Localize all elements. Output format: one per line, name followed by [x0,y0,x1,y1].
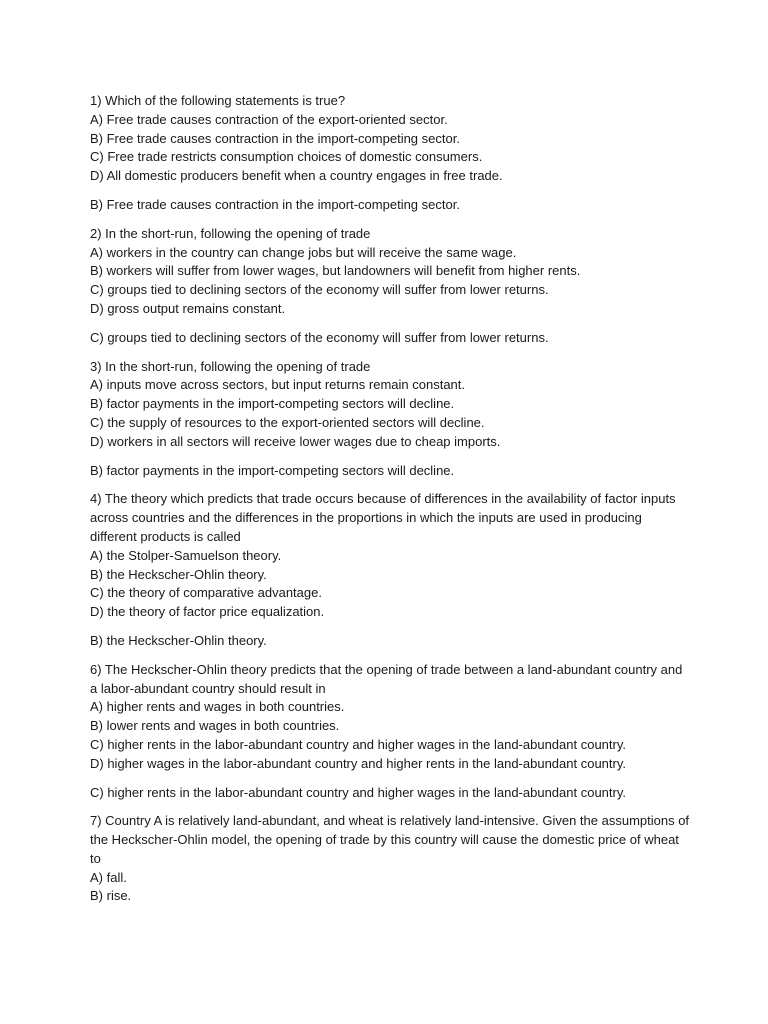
answer-6: C) higher rents in the labor-abundant country and higher wages in the land-abundant country. [90,784,626,800]
option-b: B) factor payments in the import-competing sectors will decline. [90,396,455,412]
question-stem-line: 6) The Heckscher-Ohlin theory predicts that the opening of trade between a land-abundant country and [90,661,683,677]
question-4 [90,490,690,622]
answer-4: B) the Heckscher-Ohlin theory. [90,632,267,648]
option-d: D) gross output remains constant. [90,300,286,316]
option-c: C) groups tied to declining sectors of the economy will suffer from lower returns. [90,282,549,298]
question-2 [90,225,690,319]
answer-3: B) factor payments in the import-competing sectors will decline. [90,462,455,478]
option-d: D) workers in all sectors will receive lower wages due to cheap imports. [90,433,501,449]
question-stem-line: across countries and the differences in the proportions in which the inputs are used in producing [90,510,642,526]
option-a: A) Free trade causes contraction of the export-oriented sector. [90,111,448,127]
answer-1: B) Free trade causes contraction in the import-competing sector. [90,196,460,212]
question-stem-line: 3) In the short-run, following the opening of trade [90,358,371,374]
option-b: B) the Heckscher-Ohlin theory. [90,566,267,582]
question-stem-line: to [90,850,101,866]
question-stem-line: 7) Country A is relatively land-abundant, and wheat is relatively land-intensive. Given the assumptions of [90,813,690,829]
question-stem-line: different products is called [90,528,241,544]
option-c: C) the supply of resources to the export-oriented sectors will decline. [90,414,485,430]
option-d: D) the theory of factor price equalization. [90,604,325,620]
option-d: D) higher wages in the labor-abundant country and higher rents in the land-abundant country. [90,755,626,771]
option-a: A) workers in the country can change jobs but will receive the same wage. [90,244,517,260]
option-d: D) All domestic producers benefit when a country engages in free trade. [90,168,503,184]
question-7 [90,812,690,906]
question-stem-line: the Heckscher-Ohlin model, the opening of trade by this country will cause the domestic price of wheat [90,832,679,848]
question-stem-line: a labor-abundant country should result in [90,680,326,696]
option-a: A) fall. [90,869,127,885]
option-a: A) higher rents and wages in both countries. [90,699,345,715]
question-1 [90,92,690,186]
question-stem-line: 4) The theory which predicts that trade occurs because of differences in the availability of factor inputs [90,491,676,507]
question-3 [90,358,690,452]
question-6 [90,661,690,774]
option-c: C) the theory of comparative advantage. [90,585,322,601]
option-c: C) Free trade restricts consumption choices of domestic consumers. [90,149,483,165]
question-stem-line: 1) Which of the following statements is true? [90,93,346,108]
document-page [90,92,690,916]
answer-2: C) groups tied to declining sectors of the economy will suffer from lower returns. [90,329,549,345]
option-a: A) the Stolper-Samuelson theory. [90,547,282,563]
option-c: C) higher rents in the labor-abundant country and higher wages in the land-abundant country. [90,736,626,752]
option-b: B) Free trade causes contraction in the import-competing sector. [90,130,460,146]
option-b: B) workers will suffer from lower wages, but landowners will benefit from higher rents. [90,263,581,279]
question-stem-line: 2) In the short-run, following the opening of trade [90,225,371,241]
option-b: B) lower rents and wages in both countries. [90,718,340,734]
option-b: B) rise. [90,888,132,904]
option-a: A) inputs move across sectors, but input returns remain constant. [90,377,466,393]
